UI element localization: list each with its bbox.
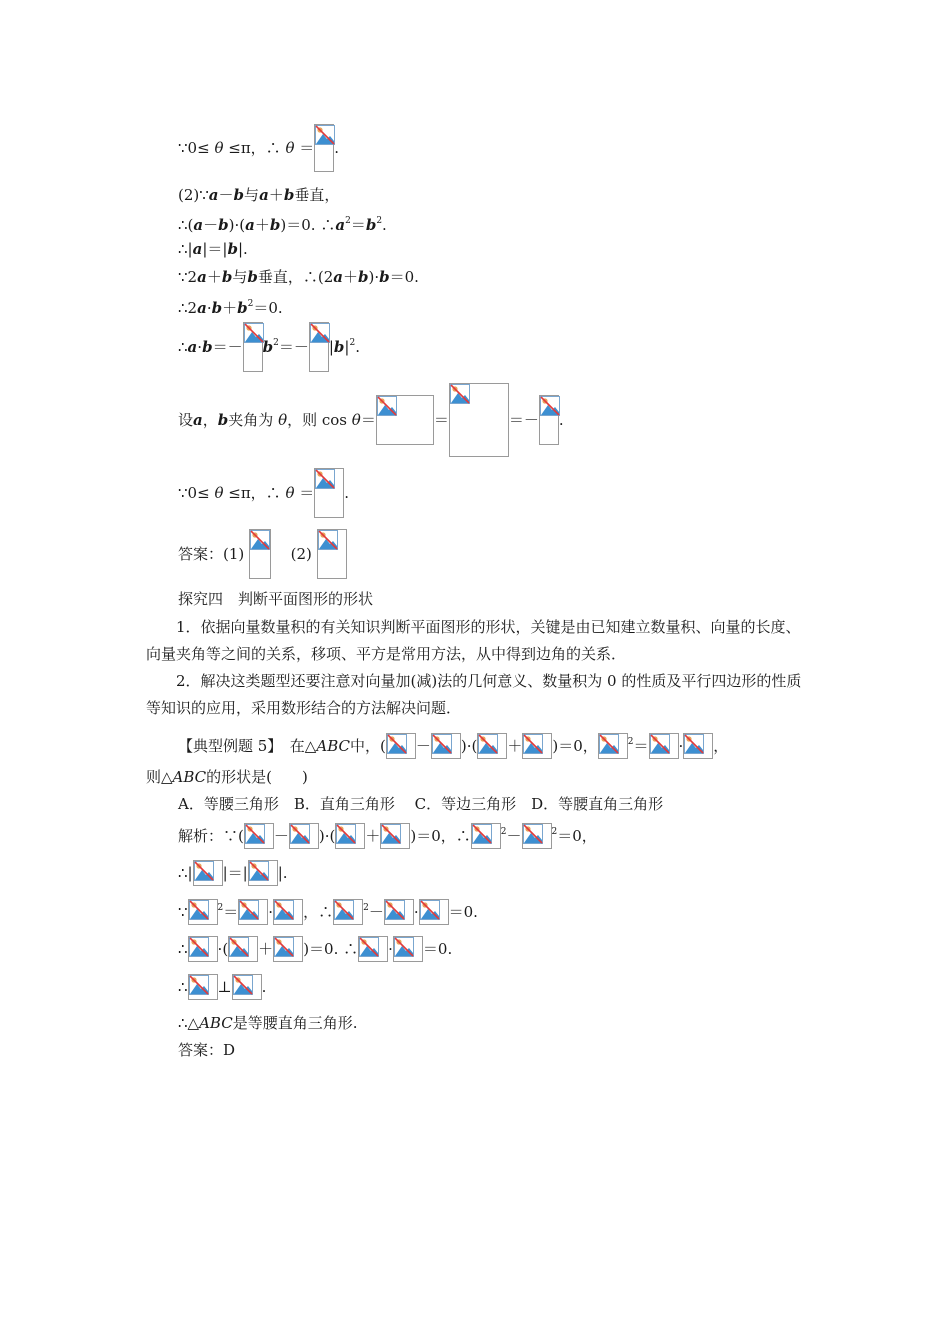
broken-image-icon <box>386 733 416 759</box>
broken-image-icon <box>393 936 423 962</box>
broken-image-icon <box>188 936 218 962</box>
answer-line-1: 答案：(1) (2) <box>178 529 347 581</box>
broken-image-icon <box>449 383 509 457</box>
proof-line-1: ∵0≤ θ ≤π，∴ θ ＝ . <box>178 124 339 174</box>
broken-image-icon <box>238 899 268 925</box>
broken-image-icon <box>384 899 414 925</box>
broken-image-icon <box>471 823 501 849</box>
final-answer: 答案：D <box>178 1041 236 1059</box>
proof-line-4: ∴|a|＝|b|. <box>178 240 248 258</box>
broken-image-icon <box>522 733 552 759</box>
broken-image-icon <box>314 124 334 172</box>
broken-image-icon <box>243 322 263 372</box>
broken-image-icon <box>649 733 679 759</box>
broken-image-icon <box>232 974 262 1000</box>
solution-line-5: ∴ ⊥ . <box>178 974 266 1002</box>
broken-image-icon <box>273 936 303 962</box>
proof-line-5: ∵2a＋b与b垂直，∴(2a＋b)·b＝0. <box>178 268 419 286</box>
broken-image-icon <box>431 733 461 759</box>
broken-image-icon <box>522 823 552 849</box>
solution-line-2: ∴| |＝| |. <box>178 860 288 888</box>
broken-image-icon <box>539 395 559 445</box>
broken-image-icon <box>683 733 713 759</box>
solution-line-1: 解析：∵( － )·( ＋ )＝0，∴ $^2$－ $^2$＝0， <box>178 822 597 850</box>
broken-image-icon <box>477 733 507 759</box>
broken-image-icon <box>289 823 319 849</box>
broken-image-icon <box>309 322 329 372</box>
solution-line-3: ∵ $^2$＝ · ，∴ $^2$－ · ＝0. <box>178 898 478 926</box>
broken-image-icon <box>358 936 388 962</box>
broken-image-icon <box>376 395 434 445</box>
proof-line-7: ∴a·b＝－ $b^2=-$ $|b|^2$. <box>178 322 360 374</box>
example-line-2: 则△ABC的形状是( ) <box>146 768 308 786</box>
broken-image-icon <box>188 974 218 1000</box>
solution-line-6: ∴△ABC是等腰直角三角形. <box>178 1014 358 1032</box>
broken-image-icon <box>248 860 278 886</box>
broken-image-icon <box>273 899 303 925</box>
answer-options: A．等腰三角形 B．直角三角形 C．等边三角形 D．等腰直角三角形 <box>178 795 664 813</box>
proof-line-2: (2)∵a－b与a＋b垂直， <box>178 186 340 204</box>
section-heading: 探究四 判断平面图形的形状 <box>178 590 374 608</box>
paragraph-2: 2．解决这类题型还要注意对向量加(减)法的几何意义、数量积为 0 的性质及平行四边形的性质等知识的应用，采用数形结合的方法解决问题． <box>146 672 802 717</box>
broken-image-icon <box>317 529 347 579</box>
broken-image-icon <box>333 899 363 925</box>
proof-line-3: ∴(a－b)·(a＋b)＝0. $\therefore a^2=b^2$. <box>178 216 387 234</box>
example-line-1: 【典型例题 5】 在△ABC中，( － )·( ＋ )＝0， $^2$＝ · ， <box>178 732 728 760</box>
broken-image-icon <box>188 899 218 925</box>
broken-image-icon <box>419 899 449 925</box>
broken-image-icon <box>335 823 365 849</box>
proof-line-9: ∵0≤ θ ≤π，∴ θ ＝ . <box>178 468 349 520</box>
broken-image-icon <box>314 468 344 518</box>
paragraph-1: 1．依据向量数量积的有关知识判断平面图形的形状，关键是由已知建立数量积、向量的长度、向量夹角等之间的关系，移项、平方是常用方法，从中得到边角的关系． <box>146 618 801 663</box>
solution-line-4: ∴ ·( ＋ )＝0. ∴ · ＝0. <box>178 936 452 964</box>
proof-line-6: $\therefore 2a\cdot b+b^2=0$. <box>178 299 283 317</box>
broken-image-icon <box>193 860 223 886</box>
proof-line-8: 设a，b夹角为 θ，则 cos θ＝ ＝ ＝－ . <box>178 383 564 459</box>
broken-image-icon <box>228 936 258 962</box>
broken-image-icon <box>244 823 274 849</box>
broken-image-icon <box>249 529 271 579</box>
broken-image-icon <box>380 823 410 849</box>
broken-image-icon <box>598 733 628 759</box>
